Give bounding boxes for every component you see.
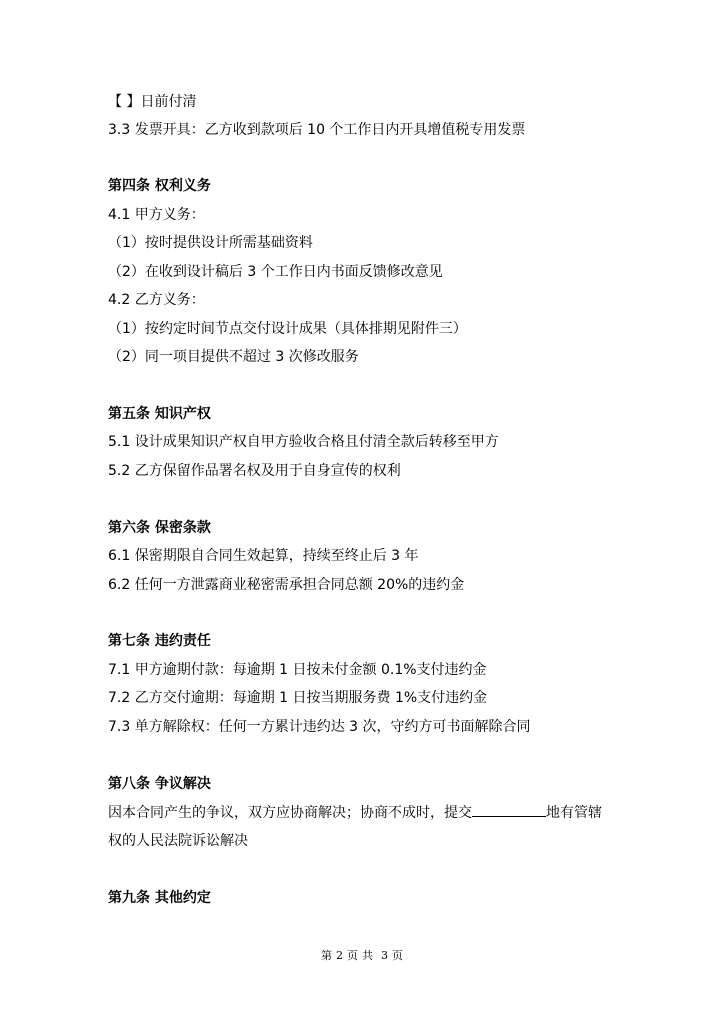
- section-heading-5: 第五条 知识产权: [108, 406, 211, 422]
- payment-deadline-line: 【 】日前付清: [108, 94, 197, 110]
- section-heading-6: 第六条 保密条款: [108, 520, 211, 536]
- clause-7-2: 7.2 乙方交付逾期：每逾期 1 日按当期服务费 1%支付违约金: [108, 690, 488, 706]
- clause-3-3: 3.3 发票开具：乙方收到款项后 10 个工作日内开具增值税专用发票: [108, 122, 526, 138]
- section-heading-7: 第七条 违约责任: [108, 633, 211, 649]
- footer-prefix: 第: [321, 949, 332, 962]
- clause-4-1: 4.1 甲方义务：: [108, 207, 205, 223]
- footer-mid1: 页: [347, 949, 358, 962]
- clause-6-2: 6.2 任何一方泄露商业秘密需承担合同总额 20%的违约金: [108, 577, 465, 593]
- footer-suffix: 页: [392, 949, 403, 962]
- footer-total-pages: 3: [381, 949, 388, 962]
- section-heading-8: 第八条 争议解决: [108, 776, 211, 792]
- clause-4-1-item-1: （1）按时提供设计所需基础资料: [108, 235, 313, 251]
- clause-4-1-item-2: （2）在收到设计稿后 3 个工作日内书面反馈修改意见: [108, 264, 443, 280]
- section-heading-4: 第四条 权利义务: [108, 178, 211, 194]
- court-location-blank: [472, 802, 546, 817]
- footer-mid2: 共: [362, 949, 373, 962]
- dispute-text-start: 因本合同产生的争议，双方应协商解决；协商不成时，提交: [108, 805, 472, 821]
- clause-5-1: 5.1 设计成果知识产权自甲方验收合格且付清全款后转移至甲方: [108, 434, 499, 450]
- dispute-clause-line-2: 权的人民法院诉讼解决: [108, 833, 248, 849]
- clause-7-1: 7.1 甲方逾期付款：每逾期 1 日按未付金额 0.1%支付违约金: [108, 662, 487, 678]
- footer-page-number: 2: [336, 949, 343, 962]
- section-heading-9: 第九条 其他约定: [108, 890, 211, 906]
- dispute-clause-line-1: [108, 802, 602, 823]
- clause-4-2-item-2: （2）同一项目提供不超过 3 次修改服务: [108, 349, 359, 365]
- dispute-text-end: 地有管辖: [546, 805, 602, 821]
- clause-4-2: 4.2 乙方义务：: [108, 292, 205, 308]
- clause-6-1: 6.1 保密期限自合同生效起算，持续至终止后 3 年: [108, 548, 419, 564]
- clause-5-2: 5.2 乙方保留作品署名权及用于自身宣传的权利: [108, 463, 401, 479]
- clause-7-3: 7.3 单方解除权：任何一方累计违约达 3 次，守约方可书面解除合同: [108, 719, 531, 735]
- page-footer: [0, 949, 724, 963]
- clause-4-2-item-1: （1）按约定时间节点交付设计成果（具体排期见附件三）: [108, 321, 467, 337]
